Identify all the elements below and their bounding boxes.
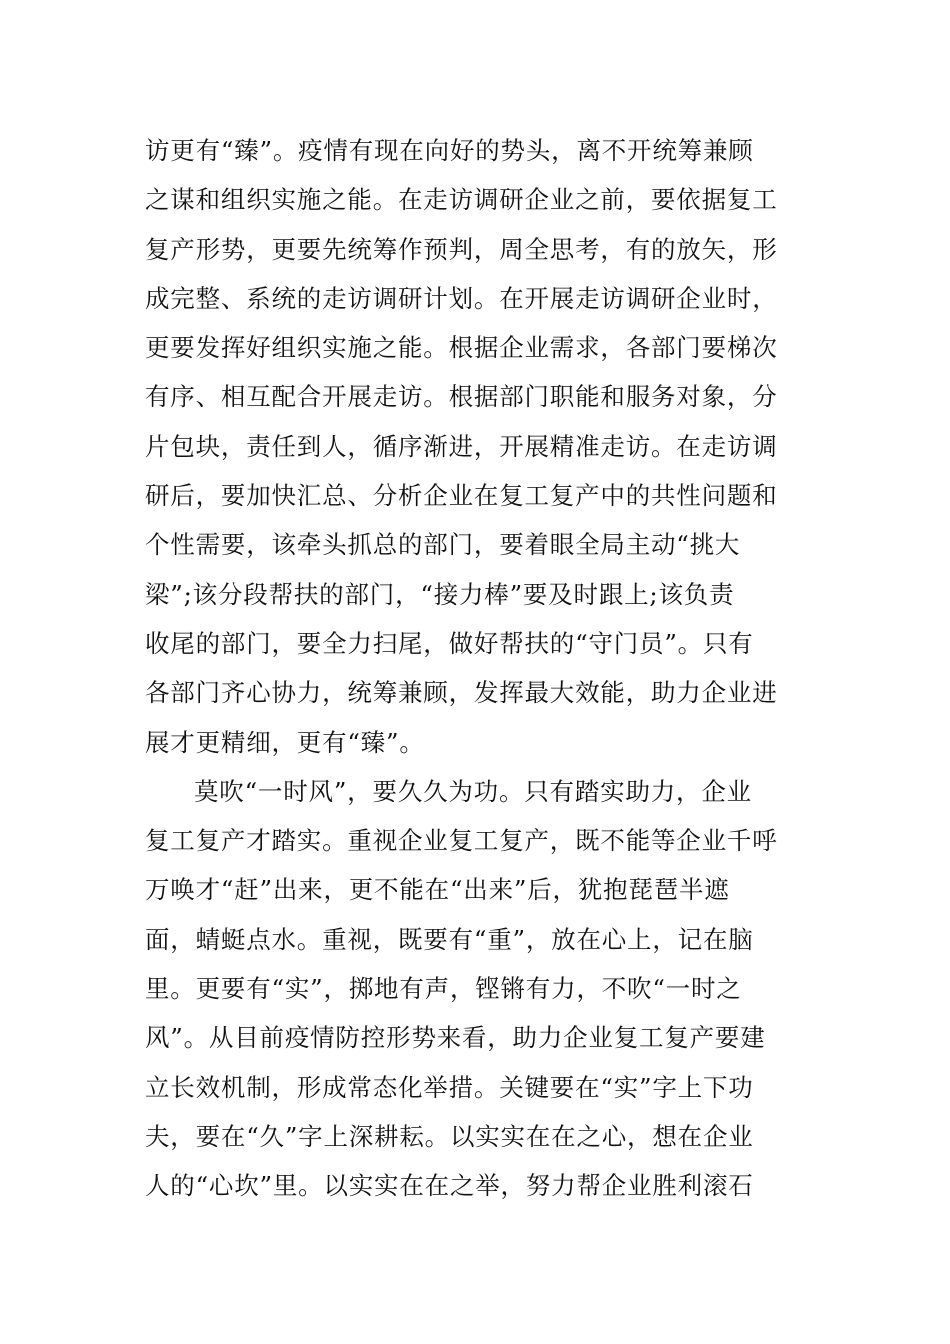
text-line: 更要发挥好组织实施之能。根据企业需求，各部门要梯次	[145, 333, 778, 363]
paragraph-1	[145, 126, 810, 767]
text-line: 里。更要有“实”，掷地有声，铿锵有力，不吹“一时之	[145, 974, 742, 1004]
text-line: 成完整、系统的走访调研计划。在开展走访调研企业时，	[145, 283, 778, 313]
text-line: 梁”;该分段帮扶的部门，“接力棒”要及时跟上;该负责	[145, 579, 735, 609]
text-line: 展才更精细，更有“臻”。	[145, 727, 425, 757]
text-line: 各部门齐心协力，统筹兼顾，发挥最大效能，助力企业进	[145, 678, 778, 708]
text-line: 片包块，责任到人，循序渐进，开展精准走访。在走访调	[145, 431, 778, 461]
text-line: 个性需要，该牵头抓总的部门，要着眼全局主动“挑大	[145, 530, 741, 560]
text-line: 收尾的部门，要全力扫尾，做好帮扶的“守门员”。只有	[145, 628, 754, 658]
text-line: 访更有“臻”。疫情有现在向好的势头，离不开统筹兼顾	[145, 136, 754, 165]
text-line: 复工复产才踏实。重视企业复工复产，既不能等企业千呼	[145, 826, 778, 856]
text-line: 之谋和组织实施之能。在走访调研企业之前，要依据复工	[145, 185, 778, 215]
text-line: 万唤才“赶”出来，更不能在“出来”后，犹抱琵琶半遮	[145, 875, 730, 905]
text-line: 面，蜻蜓点水。重视，既要有“重”，放在心上，记在脑	[145, 924, 754, 954]
body-text	[145, 126, 810, 1211]
text-line: 夫，要在“久”字上深耕耘。以实实在在之心，想在企业	[145, 1121, 754, 1151]
text-line: 人的“心坎”里。以实实在在之举，努力帮企业胜利滚石	[145, 1171, 754, 1201]
text-line: 立长效机制，形成常态化举措。关键要在“实”字上下功	[145, 1072, 754, 1102]
text-line: 复产形势，更要先统筹作预判，周全思考，有的放矢，形	[145, 234, 778, 264]
text-line: 有序、相互配合开展走访。根据部门职能和服务对象，分	[145, 382, 778, 412]
text-line: 研后，要加快汇总、分析企业在复工复产中的共性问题和	[145, 481, 778, 511]
paragraph-2	[145, 767, 810, 1211]
text-line: 风”。从目前疫情防控形势来看，助力企业复工复产要建	[145, 1023, 766, 1053]
text-line-first-indented: 莫吹“一时风”，要久久为功。只有踏实助力，企业	[194, 776, 752, 806]
